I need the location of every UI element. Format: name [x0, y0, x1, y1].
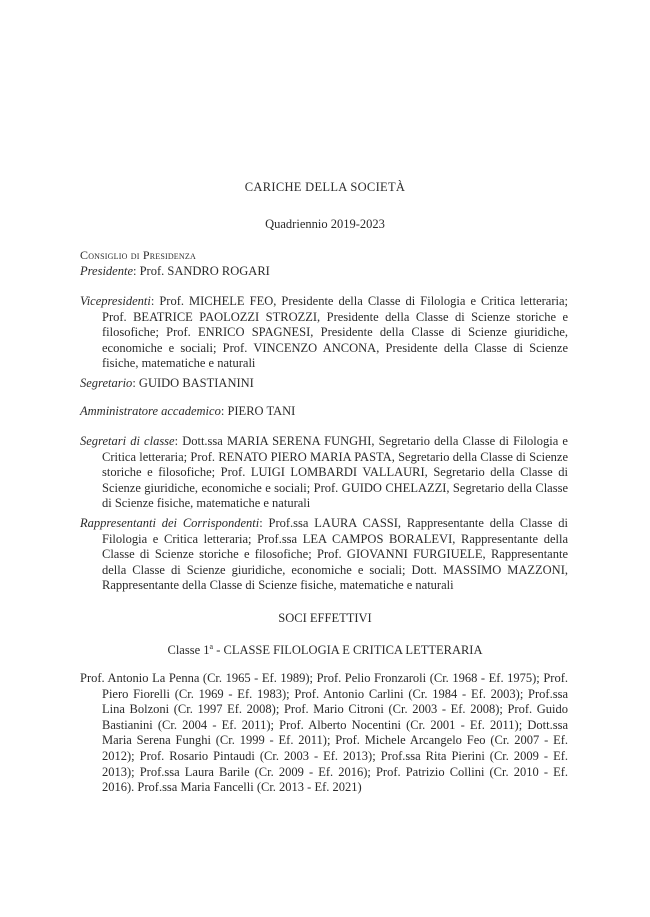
entry-segretario: Segretario: GUIDO BASTIANINI [80, 376, 254, 390]
entry-rappresentanti: Rappresentanti dei Corrispondenti: Prof.ssa LAURA CASSI, Rappresentante della Classe di Filologia e Critica letteraria; Prof.ssa LEA CAMPOS BORALEVI, Rappresentante della Classe di Scienze storiche e filosofiche; Prof. GIOVANNI FURGIUELE, Rappresentante della Classe di Scienze giuridiche, economiche e sociali; Dott. MASSIMO MAZZONI, Rappresentante della Classe di Scienze fisiche, matematiche e naturali [80, 516, 568, 593]
role-label: Rappresentanti dei Corrispondenti [80, 516, 260, 530]
entry-vicepresidenti: Vicepresidenti: Prof. MICHELE FEO, Presidente della Classe di Filologia e Critica letteraria; Prof. BEATRICE PAOLOZZI STROZZI, Presidente della Classe di Scienze storiche e filosofiche; Prof. ENRICO SPAGNESI, Presidente della Classe di Scienze giuridiche, economiche e sociali; Prof. VINCENZO ANCONA, Presidente della Classe di Scienze fisiche, matematiche e naturali [80, 294, 568, 371]
council-label: Consiglio di Presidenza [80, 248, 196, 262]
period-subtitle: Quadriennio 2019-2023 [265, 217, 385, 231]
class-title-superscript: a [209, 641, 214, 651]
role-text: Prof. SANDRO ROGARI [139, 264, 270, 278]
role-label: Segretario [80, 376, 133, 390]
section-title: SOCI EFFETTIVI [278, 611, 372, 625]
entry-presidente: Presidente: Prof. SANDRO ROGARI [80, 264, 270, 278]
role-text: Prof.ssa LAURA CASSI, Rappresentante della Classe di Filologia e Critica letteraria; Prof.ssa LEA CAMPOS BORALEVI, Rappresentante della Classe di Scienze storiche e filosofiche; Prof. GIOVANNI FURGIUELE, Rappresentante della Classe di Scienze giuridiche, economiche e sociali; Dott. MASSIMO MAZZONI, Rappresentante della Classe di Scienze fisiche, matematiche e naturali [102, 516, 568, 593]
role-text: Prof. MICHELE FEO, Presidente della Classe di Filologia e Critica letteraria; Prof. BEATRICE PAOLOZZI STROZZI, Presidente della Classe di Scienze storiche e filosofiche; Prof. ENRICO SPAGNESI, Presidente della Classe di Scienze giuridiche, economiche e sociali; Prof. VINCENZO ANCONA, Presidente della Classe di Scienze fisiche, matematiche e naturali [102, 294, 568, 371]
role-label: Vicepresidenti [80, 294, 151, 308]
role-label: Segretari di classe [80, 434, 175, 448]
entry-amministratore: Amministratore accademico: PIERO TANI [80, 404, 296, 418]
members-list: Prof. Antonio La Penna (Cr. 1965 - Ef. 1989); Prof. Pelio Fronzaroli (Cr. 1968 - Ef. 1975); Prof. Piero Fiorelli (Cr. 1969 - Ef. 1983); Prof. Antonio Carlini (Cr. 1984 - Ef. 2003); Prof.ssa Lina Bolzoni (Cr. 1997 Ef. 2008); Prof. Mario Citroni (Cr. 2003 - Ef. 2008); Prof. Guido Bastianini (Cr. 2004 - Ef. 2011); Prof. Alberto Nocentini (Cr. 2001 - Ef. 2011); Dott.ssa Maria Serena Funghi (Cr. 1999 - Ef. 2011); Prof. Michele Arcangelo Feo (Cr. 2007 - Ef. 2012); Prof. Rosario Pintaudi (Cr. 2003 - Ef. 2013); Prof.ssa Rita Pierini (Cr. 2009 - Ef. 2013); Prof.ssa Laura Barile (Cr. 2009 - Ef. 2016); Prof. Patrizio Collini (Cr. 2010 - Ef. 2016). Prof.ssa Maria Fancelli (Cr. 2013 - Ef. 2021) [80, 671, 568, 795]
class-title [0, 643, 650, 658]
role-label: Amministratore accademico [80, 404, 221, 418]
role-label: Presidente [80, 264, 133, 278]
entry-segretari-classe: Segretari di classe: Dott.ssa MARIA SERENA FUNGHI, Segretario della Classe di Filologia e Critica letteraria; Prof. RENATO PIERO MARIA PASTA, Segretario della Classe di Scienze storiche e filosofiche; Prof. LUIGI LOMBARDI VALLAURI, Segretario della Classe di Scienze giuridiche, economiche e sociali; Prof. GUIDO CHELAZZI, Segretario della Classe di Scienze fisiche, matematiche e naturali [80, 434, 568, 511]
page-title: CARICHE DELLA SOCIETÀ [244, 180, 406, 194]
class-title-prefix: Classe 1 [167, 643, 210, 657]
role-text: Dott.ssa MARIA SERENA FUNGHI, Segretario della Classe di Filologia e Critica letteraria; Prof. RENATO PIERO MARIA PASTA, Segretario della Classe di Scienze storiche e filosofiche; Prof. LUIGI LOMBARDI VALLAURI, Segretario della Classe di Scienze giuridiche, economiche e sociali; Prof. GUIDO CHELAZZI, Segretario della Classe di Scienze fisiche, matematiche e naturali [102, 434, 568, 511]
role-text: GUIDO BASTIANINI [138, 376, 254, 390]
role-text: PIERO TANI [227, 404, 296, 418]
class-title-suffix: - CLASSE FILOLOGIA E CRITICA LETTERARIA [213, 643, 483, 657]
